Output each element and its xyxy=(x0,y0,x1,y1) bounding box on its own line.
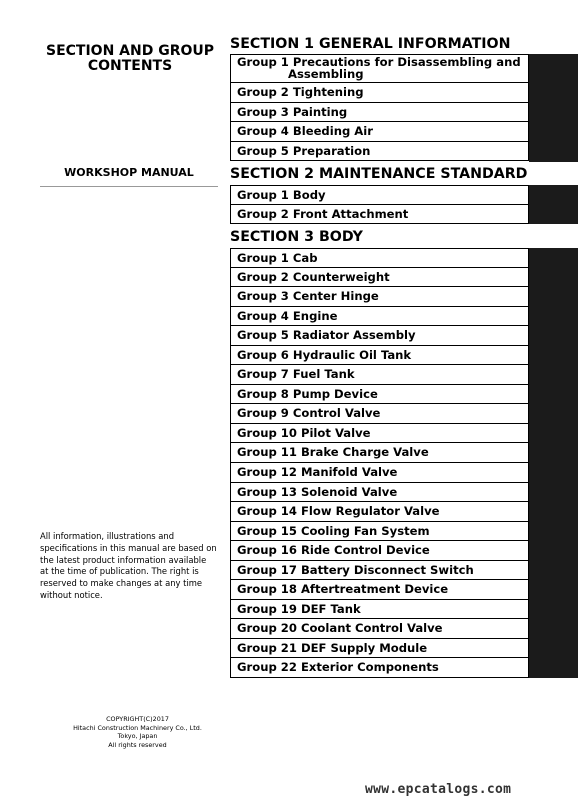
group-label: Group 2 Tightening xyxy=(237,85,364,99)
group-label: Group 7 Fuel Tank xyxy=(237,367,355,381)
group-entry[interactable] xyxy=(230,185,529,205)
group-entry[interactable] xyxy=(230,580,529,600)
group-label: Group 21 DEF Supply Module xyxy=(237,641,428,655)
group-entry[interactable] xyxy=(230,561,529,580)
group-entry[interactable] xyxy=(230,541,529,561)
group-label: Group 1 Precautions for Disassembling and xyxy=(237,55,521,69)
group-label: Group 2 Counterweight xyxy=(237,270,390,284)
copyright-notice xyxy=(60,715,215,749)
copyright-line: Hitachi Construction Machinery Co., Ltd. xyxy=(73,723,202,732)
group-entry[interactable] xyxy=(230,404,529,424)
section-title: SECTION 3 BODY xyxy=(230,229,363,245)
section-tab-marker xyxy=(529,54,578,162)
group-entry[interactable] xyxy=(230,463,529,483)
disclaimer-line: All information, illustrations and xyxy=(40,531,175,541)
group-entry[interactable] xyxy=(230,522,529,541)
group-entry[interactable] xyxy=(230,287,529,307)
group-entry[interactable] xyxy=(230,385,529,404)
group-entry[interactable] xyxy=(230,443,529,463)
group-entry[interactable] xyxy=(230,483,529,502)
group-entry[interactable] xyxy=(230,142,529,161)
group-label: Group 2 Front Attachment xyxy=(237,207,409,221)
group-entry[interactable] xyxy=(230,639,529,658)
group-label: Group 11 Brake Charge Valve xyxy=(237,445,429,459)
contents-title-line-2: CONTENTS xyxy=(87,58,173,74)
group-entry[interactable] xyxy=(230,268,529,287)
contents-title-line-1: SECTION AND GROUP xyxy=(45,43,215,59)
group-label-continued: Assembling xyxy=(288,67,364,81)
group-label: Group 12 Manifold Valve xyxy=(237,465,398,479)
group-label: Group 16 Ride Control Device xyxy=(237,543,430,557)
group-label: Group 17 Battery Disconnect Switch xyxy=(237,563,474,577)
copyright-line: Tokyo, Japan xyxy=(117,732,158,741)
watermark: www.epcatalogs.com xyxy=(365,782,512,797)
group-entry[interactable] xyxy=(230,248,529,268)
copyright-line: All rights reserved xyxy=(108,740,167,749)
group-label: Group 15 Cooling Fan System xyxy=(237,524,430,538)
group-label: Group 4 Engine xyxy=(237,309,338,323)
group-entry[interactable] xyxy=(230,205,529,224)
group-label: Group 13 Solenoid Valve xyxy=(237,485,398,499)
section-tab-marker xyxy=(529,185,578,224)
disclaimer-line: reserved to make changes at any time xyxy=(40,578,203,589)
group-label: Group 3 Center Hinge xyxy=(237,289,379,303)
group-label: Group 6 Hydraulic Oil Tank xyxy=(237,348,412,362)
disclaimer-line: the latest product information available xyxy=(40,554,207,565)
copyright-line: COPYRIGHT(C)2017 xyxy=(106,715,169,723)
group-label: Group 5 Radiator Assembly xyxy=(237,328,416,342)
group-entry[interactable] xyxy=(230,365,529,385)
group-entry[interactable] xyxy=(230,54,529,83)
group-entry[interactable] xyxy=(230,122,529,142)
group-entry[interactable] xyxy=(230,326,529,346)
group-label: Group 5 Preparation xyxy=(237,144,371,158)
group-label: Group 1 Body xyxy=(237,188,326,202)
group-entry[interactable] xyxy=(230,424,529,443)
disclaimer-line: specifications in this manual are based on xyxy=(40,542,217,553)
group-entry[interactable] xyxy=(230,307,529,326)
group-entry[interactable] xyxy=(230,103,529,122)
group-label: Group 10 Pilot Valve xyxy=(237,426,371,440)
group-entry[interactable] xyxy=(230,658,529,678)
group-label: Group 22 Exterior Components xyxy=(237,660,439,674)
disclaimer-line: without notice. xyxy=(40,589,103,600)
group-entry[interactable] xyxy=(230,83,529,103)
group-label: Group 19 DEF Tank xyxy=(237,602,361,616)
group-entry[interactable] xyxy=(230,346,529,365)
group-label: Group 3 Painting xyxy=(237,105,348,119)
disclaimer-line: at the time of publication. The right is xyxy=(40,566,199,577)
group-label: Group 20 Coolant Control Valve xyxy=(237,621,443,635)
section-tab-marker xyxy=(529,248,578,678)
contents-title xyxy=(40,44,220,74)
disclaimer xyxy=(40,531,220,602)
section-title: SECTION 2 MAINTENANCE STANDARD xyxy=(230,166,528,182)
group-label: Group 9 Control Valve xyxy=(237,406,381,420)
group-label: Group 8 Pump Device xyxy=(237,387,378,401)
group-label: Group 14 Flow Regulator Valve xyxy=(237,504,440,518)
group-label: Group 4 Bleeding Air xyxy=(237,124,373,138)
group-entry[interactable] xyxy=(230,619,529,639)
group-label: Group 18 Aftertreatment Device xyxy=(237,582,449,596)
section-title: SECTION 1 GENERAL INFORMATION xyxy=(230,36,511,52)
workshop-manual-label: WORKSHOP MANUAL xyxy=(64,166,194,179)
group-label: Group 1 Cab xyxy=(237,251,318,265)
group-entry[interactable] xyxy=(230,600,529,619)
workshop-divider xyxy=(40,186,218,187)
group-entry[interactable] xyxy=(230,502,529,522)
